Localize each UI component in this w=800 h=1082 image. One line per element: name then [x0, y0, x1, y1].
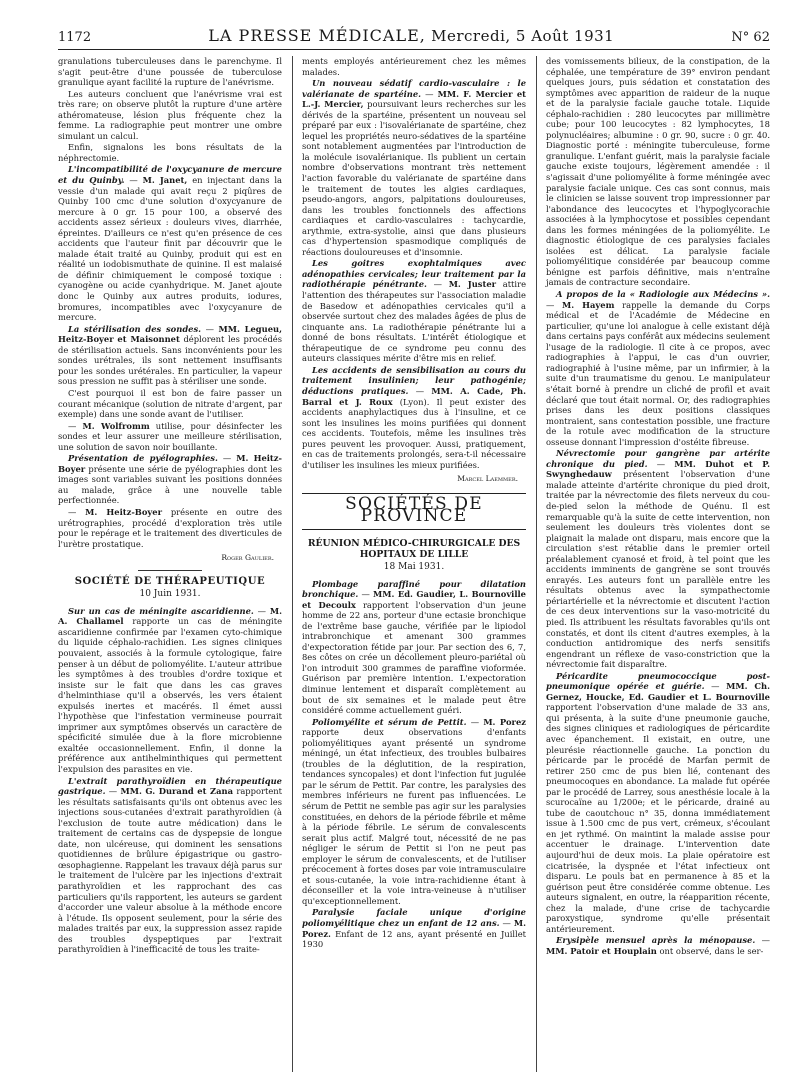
article-title: Névrectomie pour gangrène par artérite chronique du pied. [546, 448, 770, 469]
article-parathyroidien: L'extrait parathyroïdien en thérapeutique gastrique. — MM. G. Durand et Zana rapportent les résultats satisfaisants qu'ils ont obtenus avec les injections sous-cutanées d'extrait parathyroïdien (à l'exclusion de toute autre médication) dans le traitement de certains cas de dyspepsie de longue date, non ulcéreuse, qui dominent les sensations quotidiennes de brûlure épigastrique ou gastro-œsophagienne. Rappelant les travaux déjà parus sur le traitement de l'ulcère par les injections d'extrait parathyroïdien et les rapprochant des cas particuliers qu'ils rapportent, les auteurs se gardent d'accorder une valeur absolue à la méthode encore à l'étude. Ils opposent seulement, pour la série des malades traités par eux, la suppression assez rapide des troubles dyspeptiques par l'extrait parathyroïdien à l'inefficacité de tous les traite- [58, 775, 282, 955]
article-author: M. Juster [448, 279, 497, 290]
article-author: M. Janet, [142, 175, 188, 186]
article-valerianate: Un nouveau sédatif cardio-vasculaire : le valérianate de spartéine. — MM. F. Mercier et L.-J. Mercier, poursuivant leurs recherches sur les dérivés de la spartéine, présentent un nouveau sel préparé par eux : l'isovalérianate de spartéine, chez lequel les propriétés neuro-sédatives de la spartéine sont notablement augmentées par l'introduction de la molécule isovalérianique. Ils publient un certain nombre d'observations montrant très nettement l'action favorable du valérianate de spartéine dans le traitement de toutes les algies cardiaques, pseudo-angors, angors, palpitations douloureuses, dans les troubles fonctionnels des affections cardiaques et cardio-vasculaires : tachycardie, arythmie, extra-systolie, ainsi que dans plusieurs cas d'hypertension spasmodique compliqués de réactions douloureuses et d'insomnie. [302, 78, 526, 257]
article-text: présente une série de pyélographies dont les images sont variables suivant les positions données au malade, grâce à une nouvelle table perfectionnée. [58, 463, 282, 506]
article-sterilisation: La stérilisation des sondes. — MM. Legueu, Heitz-Boyer et Maisonnet déplorent les procédés de stérilisation actuels. Sans inconvénients pour les sondes urétrales, ils sont nettement insuffisants pour les sondes urétérales. En particulier, la vapeur sous pression ne suffit pas à stériliser une sonde. [58, 323, 282, 387]
article-text: poursuivant leurs recherches sur les dérivés de la spartéine, présentent un nouveau sel préparé par eux : l'isovalérianate de spartéine, chez lequel les propriétés neuro-sédatives de la spartéine sont notablement augmentées par l'introduction de la molécule isovalérianique. Ils publient un certain nombre d'observations montrant très nettement l'action favorable du valérianate de spartéine dans le traitement de toutes les algies cardiaques, pseudo-angors, angors, palpitations douloureuses, dans les troubles fonctionnels des affections cardiaques et cardio-vasculaires : tachycardie, arythmie, extra-systolie, ainsi que dans plusieurs cas d'hypertension spasmodique compliqués de réactions douloureuses et d'insomnie. [302, 99, 526, 257]
article-author: M. Porez. [302, 918, 526, 939]
article-title: Poliomyélite et sérum de Pettit. [312, 716, 467, 727]
section-title: SOCIÉTÉS DE PROVINCE [345, 493, 483, 527]
article-author: M. Porez [483, 716, 526, 727]
article-text: rapportent l'observation d'une malade de 33 ans, qui présenta, à la suite d'une pneumonie gauche, des signes cliniques et radiologiques de péricardite avec épanchement. Il existait, en outre, une pleurésie réactionnelle gauche. La ponction du péricarde par le procédé de Marfan permit de retirer 250 cmc de pus bien lié, contenant des pneumocoques en abondance. La malade fut opérée par le procédé de Larrey, sous anesthésie locale à la scurocaïne au 1/200e; et le péricarde, drainé au tube de caoutchouc n° 35, donna immédiatement issue à 1.500 cmc de pus vert, crémeux, s'écoulant en jet rythmé. On maintint la malade assise pour accentuer le drainage. L'intervention date aujourd'hui de deux mois. La plaie opératoire est cicatrisée, la dyspnée et l'état infectieux ont disparu. Le pouls bat en permanence à 85 et la guérison peut être considérée comme obtenue. Les auteurs signalent, en outre, la réapparition récente, chez la malade, d'une crise de tachycardie paroxystique, syndrome qu'elle présentait antérieurement. [546, 702, 770, 934]
column-3 [536, 56, 770, 1072]
article-author: M. Hayem [562, 299, 615, 310]
journal-masthead [208, 26, 614, 45]
article-text: en injectant dans la vessie d'un malade qui avait reçu 2 piqûres de Quinby 100 cmc d'une solution d'oxycyanure de mercure à 0 gr. 15 pour 100, a observé des accidents assez sérieux : douleurs vives, diarrhée, épreintes. D'ailleurs ce n'est qu'en présence de ces accidents que l'auteur finit par découvrir que le malade était traité au Quinby, produit qui est en réalité un iodobismuthate de quinine. Il est malaisé de définir chimiquement le composé toxique : cyanogène ou acide cyanhydrique. M. Janet ajoute donc le Quinby aux autres produits, iodures, bromures, incompatibles avec l'oxycyanure de mercure. [58, 175, 282, 323]
article-title: Les accidents de sensibilisation au cours du traitement insulinien; leur pathogénie; déductions pratiques. [302, 364, 526, 396]
article-text: présente en outre des urétrographies, procédé d'exploration très utile pour le repérage et le traitement des diverticules de l'urètre prostatique. [58, 506, 282, 549]
article-text: (Lyon). Il peut exister des accidents anaphylactiques dus à l'insuline, et ce sont les insulines les moins purifiées qui donnent ces accidents. Toutefois, même les insulines très pures peuvent les provoquer. Aussi, pratiquement, en cas de traitements prolongés, sera-t-il nécessaire d'utiliser les insulines les mieux purifiées. [302, 396, 526, 470]
article-author: MM. Legueu, Heitz-Boyer et Maisonnet [58, 323, 282, 345]
section-title: SOCIÉTÉ DE THÉRAPEUTIQUE [74, 575, 266, 587]
article-author: MM. Ed. Gaudier, L. Bournoville et Decoulx [302, 589, 526, 610]
article-text: présentent l'observation d'une malade atteinte d'artérite chronique du pied droit, traitée par la névrectomie des filets nerveux du cou-de-pied selon la méthode de Quénu. Il est remarquable qu'à la suite de cette intervention, non seulement les douleurs très violentes dont se plaignait la malade ont disparu, mais encore que la circulation s'est rétablie dans le premier orteil préalablement cyanosé et froid, à tel point que les accidents imminents de gangrène se sont trouvés enrayés. Les auteurs font un parallèle entre les résultats obtenus avec la sympathectomie périartérielle et la névrectomie et discutent l'action de ces deux interventions sur la vaso-motricité du pied. Ils attribuent les résultats favorables qu'ils ont constatés, et dont ils citent d'autres exemples, à la conduction antidromique des nerfs sensitifs engendrant un réflexe de vaso-constriction que la névrectomie fait disparaître. [546, 469, 770, 670]
article-title: Les goitres exophtalmiques avec adénopathies cervicales; leur traitement par la radiothérapie pénétrante. [302, 258, 526, 290]
article-author: MM. Patoir et Houplain [546, 945, 657, 956]
article-plombage: Plombage paraffiné pour dilatation bronchique. — MM. Ed. Gaudier, L. Bournoville et Decoulx rapportent l'observation d'un jeune homme de 22 ans, porteur d'une ectasie bronchique de l'extrême base gauche, vérifiée par le lipiodol intrabronchique et amenant 300 grammes d'expectoration fétide par jour. Par section des 6, 7, 8es côtes on crée un décollement pleuro-pariétal où l'on introduit 300 grammes de paraffine vioformée. Guérison par première intention. L'expectoration diminue lentement et disparaît complètement au bout de six semaines et le malade peut être considéré comme actuellement guéri. [302, 578, 526, 716]
article-oxycyanure: L'incompatibilité de l'oxycyanure de mercure et du Quinby. — M. Janet, en injectant dans la vessie d'un malade qui avait reçu 2 piqûres de Quinby 100 cmc d'une solution d'oxycyanure de mercure à 0 gr. 15 pour 100, a observé des accidents assez sérieux : douleurs vives, diarrhée, épreintes. D'ailleurs ce n'est qu'en présence de ces accidents que l'auteur finit par découvrir que le malade était traité au Quinby, produit qui est en réalité un iodobismuthate de quinine. Il est malaisé de définir chimiquement le composé toxique : cyanogène ou acide cyanhydrique. M. Janet ajoute donc le Quinby aux autres produits, iodures, bromures, incompatibles avec l'oxycyanure de mercure. [58, 164, 282, 323]
province-banner [302, 493, 526, 530]
article-poliomyelite: Poliomyélite et sérum de Pettit. — M. Porez rapporte deux observations d'enfants poliomyélitiques ayant présenté un syndrome méningé, un état infectieux, des troubles bulbaires (troubles de la déglutition, de la respiration, tendances syncopales) et dont l'infection fut jugulée par le sérum de Pettit. Par contre, les paralysies des membres inférieurs ne furent pas influencées. Le sérum de Pettit ne semble pas agir sur les paralysies constituées, en dehors de la période fébrile et même à la période fébrile. Le sérum de convalescents serait plus actif. Malgré tout, nécessité de ne pas négliger le sérum de Pettit si l'on ne peut pas employer le sérum de convalescents, et de l'utiliser précocement à fortes doses par voie intramusculaire et sous-cutanée, la voie intra-rachidienne étant à déconseiller et la voie intra-veineuse à n'utiliser qu'exceptionnellement. [302, 716, 526, 906]
signature: Marcel Laemmer. [457, 474, 518, 484]
article-text: rapporte un cas de méningite ascaridienne confirmée par l'examen cyto-chimique du liquide céphalo-rachidien. Les signes cliniques pouvaient, associés à la formule cytologique, faire penser à un début de poliomyélite. L'auteur attribue les symptômes à des troubles d'ordre toxique et insiste sur le fait que dans les cas graves d'helminthiase qu'il a observés, les vers étaient expulsés inertes et macérés. Il émet aussi l'hypothèse que l'infestation vermineuse pourrait imprimer aux symptômes observés un caractère de spécificité simulée due à la flore microbienne exaltée occasionnellement. Enfin, il donne la préférence aux antihelminthiques qui permettent l'expulsion des parasites en vie. [58, 616, 282, 774]
article-title: L'extrait parathyroïdien en thérapeutique gastrique. [58, 775, 282, 797]
issue-date: Mercredi, 5 Août 1931 [431, 27, 615, 45]
divider [138, 570, 202, 571]
article-text: rapportent les résultats satisfaisants qu'ils ont obtenus avec les injections sous-cutanées d'extrait parathyroïdien (à l'exclusion de toute autre médication) dans le traitement de certains cas de dyspepsie de longue date, non ulcéreuse, qui dominent les sensations quotidiennes de brûlure épigastrique ou gastro-œsophagienne. Rappelant les travaux déjà parus sur le traitement de l'ulcère par les injections d'extrait parathyroïdien et les rapprochant des cas particuliers qu'ils rapportent, les auteurs se gardent d'accorder une valeur absolue à la méthode encore à l'étude. Ils opposent seulement, pour la série des malades traités par eux, la suppression assez rapide des troubles dyspeptiques par l'extrait parathyroïdien à l'inefficacité de tous les traite- [58, 786, 282, 955]
column-2 [292, 56, 526, 1072]
article-author: M. Wolfromm [82, 420, 150, 431]
section-subtitle: RÉUNION MÉDICO-CHIRURGICALE DES HOPITAUX DE LILLE [307, 537, 521, 560]
article-radiologie: A propos de la « Radiologie aux Médecins ». — M. Hayem rappelle la demande du Corps médical et de l'Académie de Médecine en particulier, qu'une loi analogue à celle existant déjà dans certains pays conférât aux médecins seulement l'usage de la radiologie. Il cite à ce propos, avec radiographies à l'appui, le cas d'un ouvrier, radiographié à l'usine même, par un infirmier, à la suite d'un traumatisme du genou. Le manipulateur s'était borné à prendre un cliché de profil et avait déclaré que tout était normal. Or, des radiographies prises dans les deux positions classiques montraient, sans contestation possible, une fracture de la rotule avec modification de la structure osseuse donnant l'impression d'ostéite fibreuse. [546, 289, 770, 447]
article-pyelographies: Présentation de pyélographies. — M. Heitz-Boyer présente une série de pyélographies dont les images sont variables suivant les positions données au malade, grâce à une nouvelle table perfectionnée. [58, 453, 282, 506]
paragraph: granulations tuberculeuses dans le parenchyme. Il s'agit peut-être d'une poussée de tuberculose granulique ayant facilité la rupture de l'anévrisme. [58, 56, 282, 88]
page-number: 1172 [58, 30, 92, 45]
article-title: L'incompatibilité de l'oxycyanure de mercure et du Quinby. [58, 164, 282, 186]
article-pericardite: Péricardite pneumococcique post-pneumonique opérée et guérie. — MM. Ch. Gernez, Houcke, Ed. Gaudier et L. Bournoville rapportent l'observation d'une malade de 33 ans, qui présenta, à la suite d'une pneumonie gauche, des signes cliniques et radiologiques de péricardite avec épanchement. Il existait, en outre, une pleurésie réactionnelle gauche. La ponction du péricarde par le procédé de Marfan permit de retirer 250 cmc de pus bien lié, contenant des pneumocoques en abondance. La malade fut opérée par le procédé de Larrey, sous anesthésie locale à la scurocaïne au 1/200e; et le péricarde, drainé au tube de caoutchouc n° 35, donna immédiatement issue à 1.500 cmc de pus vert, crémeux, s'écoulant en jet rythmé. On maintint la malade assise pour accentuer le drainage. L'intervention date aujourd'hui de deux mois. La plaie opératoire est cicatrisée, la dyspnée et l'état infectieux ont disparu. Le pouls bat en permanence à 85 et la guérison peut être considérée comme obtenue. Les auteurs signalent, en outre, la réapparition récente, chez la malade, d'une crise de tachycardie paroxystique, syndrome qu'elle présentait antérieurement. [546, 670, 770, 934]
article-text: Enfant de 12 ans, ayant présenté en Juillet 1930 [302, 928, 526, 950]
article-title: Plombage paraffiné pour dilatation bronchique. [302, 578, 526, 600]
article-title: Péricardite pneumococcique post-pneumonique opérée et guérie. [546, 670, 770, 692]
article-title: La stérilisation des sondes. [68, 323, 202, 334]
article-title: Présentation de pyélographies. [68, 453, 218, 464]
article-text: ont observé, dans le ser- [659, 945, 764, 956]
section-date: 10 Juin 1931. [139, 589, 201, 600]
section-date: 18 Mai 1931. [383, 561, 445, 572]
article-author: M. Heitz-Boyer [58, 453, 282, 474]
article-author: MM. F. Mercier et L.-J. Mercier, [302, 88, 526, 110]
page-header [58, 26, 770, 50]
article-columns [58, 56, 770, 1072]
article-title: Paralysie faciale unique d'origine poliomyélitique chez un enfant de 12 ans. [302, 907, 526, 929]
article-text: rapporte deux observations d'enfants poliomyélitiques ayant présenté un syndrome méningé, un état infectieux, des troubles bulbaires (troubles de la déglutition, de la respiration, tendances syncopales) et dont l'infection fut jugulée par le sérum de Pettit. Par contre, les paralysies des membres inférieurs ne furent pas influencées. Le sérum de Pettit ne semble pas agir sur les paralysies constituées, en dehors de la période fébrile et même à la période fébrile. Le sérum de convalescents serait plus actif. Malgré tout, nécessité de ne pas négliger le sérum de Pettit si l'on ne peut pas employer le sérum de convalescents, et de l'utiliser précocement à fortes doses par voie intramusculaire et sous-cutanée, la voie intra-rachidienne étant à déconseiller et la voie intra-veineuse à n'utiliser qu'exceptionnellement. [302, 727, 526, 906]
journal-title: LA PRESSE MÉDICALE, [208, 26, 426, 45]
article-author: M. A. Challamel [58, 605, 282, 627]
paragraph: ments employés antérieurement chez les mêmes malades. [302, 56, 526, 77]
article-reply: — M. Heitz-Boyer présente en outre des urétrographies, procédé d'exploration très utile pour le repérage et le traitement des diverticules de l'urètre prostatique. [58, 506, 282, 549]
article-author: MM. G. Durand et Zana [120, 786, 233, 797]
issue-number: N° 62 [731, 30, 770, 45]
article-paralysie: Paralysie faciale unique d'origine poliomyélitique chez un enfant de 12 ans. — M. Porez. Enfant de 12 ans, ayant présenté en Juillet 1930 [302, 907, 526, 950]
article-meningite: Sur un cas de méningite ascaridienne. — M. A. Challamel rapporte un cas de méningite ascaridienne confirmée par l'examen cyto-chimique du liquide céphalo-rachidien. Les signes cliniques pouvaient, associés à la formule cytologique, faire penser à un début de poliomyélite. L'auteur attribue les symptômes à des troubles d'ordre toxique et insiste sur le fait que dans les cas graves d'helminthiase qu'il a observés, les vers étaient expulsés inertes et macérés. Il émet aussi l'hypothèse que l'infestation vermineuse pourrait imprimer aux symptômes observés un caractère de spécificité simulée due à la flore microbienne exaltée occasionnellement. Enfin, il donne la préférence aux antihelminthiques qui permettent l'expulsion des parasites en vie. [58, 605, 282, 774]
column-1 [58, 56, 282, 1072]
article-goitres: Les goitres exophtalmiques avec adénopathies cervicales; leur traitement par la radiothérapie pénétrante. — M. Juster attire l'attention des thérapeutes sur l'association maladie de Basedow et adénopathies cervicales qu'il a observée surtout chez des malades âgées de plus de cinquante ans. La radiothérapie pénétrante lui a donné de bons résultats. L'intérêt étiologique et thérapeutique de ce syndrome peu connu des auteurs classiques mérite d'être mis en relief. [302, 258, 526, 364]
paragraph: Enfin, signalons les bons résultats de la néphrectomie. [58, 142, 282, 163]
article-author: MM. Ch. Gernez, Houcke, Ed. Gaudier et L. Bournoville [546, 681, 770, 702]
article-text: attire l'attention des thérapeutes sur l'association maladie de Basedow et adénopathies cervicales qu'il a observée surtout chez des malades âgées de plus de cinquante ans. La radiothérapie pénétrante lui a donné de bons résultats. L'intérêt étiologique et thérapeutique de ce syndrome peu connu des auteurs classiques mérite d'être mis en relief. [302, 279, 526, 364]
paragraph: Les auteurs concluent que l'anévrisme vrai est très rare; on observe plutôt la rupture d'une artère athéromateuse, lésion plus fréquente chez la femme. La radiographie peut montrer une ombre simulant un calcul. [58, 88, 282, 141]
article-author: MM. Duhot et P. Swynghedauw [546, 458, 770, 480]
article-sensibilisation: Les accidents de sensibilisation au cours du traitement insulinien; leur pathogénie; déductions pratiques. — MM. A. Cade, Ph. Barral et J. Roux (Lyon). Il peut exister des accidents anaphylactiques dus à l'insuline, et ce sont les insulines les moins purifiées qui donnent ces accidents. Toutefois, même les insulines très pures peuvent les provoquer. Aussi, pratiquement, en cas de traitements prolongés, sera-t-il nécessaire d'utiliser les insulines les mieux purifiées. [302, 364, 526, 470]
paragraph: C'est pourquoi il est bon de faire passer un courant mécanique (solution de nitrate d'argent, par exemple) dans une sonde avant de l'utiliser. [58, 387, 282, 420]
article-text: rapportent l'observation d'un jeune homme de 22 ans, porteur d'une ectasie bronchique de l'extrême base gauche, vérifiée par le lipiodol intrabronchique et amenant 300 grammes d'expectoration fétide par jour. Par section des 6, 7, 8es côtes on crée un décollement pleuro-pariétal où l'on introduit 300 grammes de paraffine vioformée. Guérison par première intention. L'expectoration diminue lentement et disparaît complètement au bout de six semaines et le malade peut être considéré comme actuellement guéri. [302, 599, 526, 716]
article-text: utilise, pour désinfecter les sondes et leur assurer une meilleure stérilisation, une solution de savon noir bouillante. [58, 420, 282, 452]
article-title: Un nouveau sédatif cardio-vasculaire : le valérianate de spartéine. [302, 78, 526, 99]
article-text: déplorent les procédés de stérilisation actuels. Sans inconvénients pour les sondes urétrales, ils sont nettement insuffisants pour les sondes urétérales. En particulier, la vapeur sous pression ne suffit pas à stériliser une sonde. [58, 334, 282, 387]
article-title: Erysipèle mensuel après la ménopause. [556, 935, 756, 946]
article-erysipele: Erysipèle mensuel après la ménopause. — MM. Patoir et Houplain ont observé, dans le ser- [546, 935, 770, 956]
article-author: M. Heitz-Boyer [85, 506, 162, 517]
article-author: MM. A. Cade, Ph. Barral et J. Roux [302, 385, 526, 407]
signature: Roger Gaulier. [221, 553, 274, 563]
article-text: rappelle la demande du Corps médical et de l'Académie de Médecine en particulier, qu'une loi analogue à celle existant déjà dans certains pays conférât aux médecins seulement l'usage de la radiologie. Il cite à ce propos, avec radiographies à l'appui, le cas d'un ouvrier, radiographié à l'usine même, par un infirmier, à la suite d'un traumatisme du genou. Le manipulateur s'était borné à prendre un cliché de profil et avait déclaré que tout était normal. Or, des radiographies prises dans les deux positions classiques montraient, sans contestation possible, une fracture de la rotule avec modification de la structure osseuse donnant l'impression d'ostéite fibreuse. [546, 299, 770, 447]
article-reply: — M. Wolfromm utilise, pour désinfecter les sondes et leur assurer une meilleure stérilisation, une solution de savon noir bouillante. [58, 420, 282, 452]
paragraph: des vomissements bilieux, de la constipation, de la céphalée, une température de 39° environ pendant quelques jours, puis sédation et constatation des symptômes avec apparition de raideur de la nuque et de la paralysie faciale gauche totale. Liquide céphalo-rachidien : 280 leucocytes par millimètre cube; pour 100 leucocytes : 82 lymphocytes, 18 polynucléaires; albumine : 0 gr. 90, sucre : 0 gr. 40. Diagnostic porté : méningite tuberculeuse, forme granulique. L'enfant guérit, mais la paralysie faciale gauche existe toujours, légèrement amendée : il s'agissait d'une poliomyélite à forme méningée avec paralysie faciale unique. Ces cas sont connus, mais le clinicien se laisse souvent trop impressionner par l'abondance des leucocytes et l'hypoglycorachie associées à la lymphocytose et possibles cependant dans les formes méningées de la poliomyélite. Le diagnostic étiologique de ces paralysies faciales isolées est délicat. La paralysie faciale poliomyélitique considérée par beaucoup comme bénigne est parfois définitive, mais n'entraîne jamais de contracture secondaire. [546, 56, 770, 288]
article-title: Sur un cas de méningite ascaridienne. [68, 605, 254, 616]
article-title: A propos de la « Radiologie aux Médecins ». [556, 289, 770, 300]
article-nevrectomie: Névrectomie pour gangrène par artérite chronique du pied. — MM. Duhot et P. Swynghedauw présentent l'observation d'une malade atteinte d'artérite chronique du pied droit, traitée par la névrectomie des filets nerveux du cou-de-pied selon la méthode de Quénu. Il est remarquable qu'à la suite de cette intervention, non seulement les douleurs très violentes dont se plaignait la malade ont disparu, mais encore que la circulation s'est rétablie dans le premier orteil préalablement cyanosé et froid, à tel point que les accidents imminents de gangrène se sont trouvés enrayés. Les auteurs font un parallèle entre les résultats obtenus avec la sympathectomie périartérielle et la névrectomie et discutent l'action de ces deux interventions sur la vaso-motricité du pied. Ils attribuent les résultats favorables qu'ils ont constatés, et dont ils citent d'autres exemples, à la conduction antidromique des nerfs sensitifs engendrant un réflexe de vaso-constriction que la névrectomie fait disparaître. [546, 448, 770, 670]
